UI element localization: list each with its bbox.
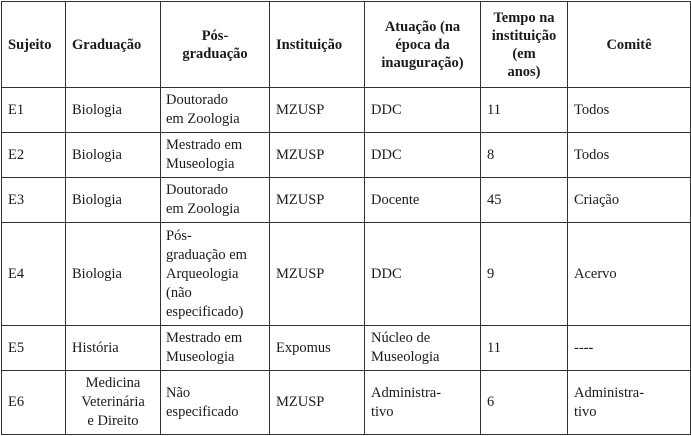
cell-atuacao: DDC [365, 88, 481, 133]
header-sujeito: Sujeito [2, 2, 66, 88]
cell-instituicao: Expomus [270, 326, 365, 371]
cell-graduacao: Medicina Veterinária e Direito [66, 371, 161, 435]
cell-instituicao: MZUSP [270, 178, 365, 223]
cell-sujeito: E5 [2, 326, 66, 371]
cell-atuacao: Docente [365, 178, 481, 223]
cell-graduacao: Biologia [66, 88, 161, 133]
cell-comite: Criação [568, 178, 691, 223]
header-atuacao: Atuação (na época da inauguração) [365, 2, 481, 88]
cell-pos-graduacao: Não especificado [161, 371, 270, 435]
cell-pos-graduacao: Doutorado em Zoologia [161, 88, 270, 133]
cell-comite: ---- [568, 326, 691, 371]
header-graduacao: Graduação [66, 2, 161, 88]
cell-tempo: 6 [481, 371, 568, 435]
subjects-table [1, 1, 691, 435]
cell-comite: Todos [568, 88, 691, 133]
cell-tempo: 45 [481, 178, 568, 223]
table-row [2, 88, 691, 133]
table-row [2, 326, 691, 371]
cell-instituicao: MZUSP [270, 371, 365, 435]
cell-sujeito: E2 [2, 133, 66, 178]
cell-sujeito: E3 [2, 178, 66, 223]
cell-atuacao: DDC [365, 223, 481, 326]
cell-graduacao: Biologia [66, 223, 161, 326]
table-row [2, 133, 691, 178]
table-row [2, 178, 691, 223]
header-row [2, 2, 691, 88]
cell-graduacao: Biologia [66, 133, 161, 178]
cell-atuacao: Administra- tivo [365, 371, 481, 435]
header-instituicao: Instituição [270, 2, 365, 88]
cell-pos-graduacao: Doutorado em Zoologia [161, 178, 270, 223]
cell-tempo: 11 [481, 88, 568, 133]
cell-tempo: 9 [481, 223, 568, 326]
header-pos-graduacao: Pós- graduação [161, 2, 270, 88]
cell-instituicao: MZUSP [270, 223, 365, 326]
cell-comite: Todos [568, 133, 691, 178]
cell-sujeito: E4 [2, 223, 66, 326]
cell-tempo: 11 [481, 326, 568, 371]
cell-comite: Administra- tivo [568, 371, 691, 435]
cell-graduacao: História [66, 326, 161, 371]
table-row [2, 223, 691, 326]
cell-graduacao: Biologia [66, 178, 161, 223]
cell-atuacao: DDC [365, 133, 481, 178]
cell-sujeito: E1 [2, 88, 66, 133]
cell-atuacao: Núcleo de Museologia [365, 326, 481, 371]
cell-instituicao: MZUSP [270, 88, 365, 133]
cell-pos-graduacao: Mestrado em Museologia [161, 133, 270, 178]
header-comite: Comitê [568, 2, 691, 88]
cell-comite: Acervo [568, 223, 691, 326]
cell-tempo: 8 [481, 133, 568, 178]
cell-instituicao: MZUSP [270, 133, 365, 178]
cell-pos-graduacao: Pós- graduação em Arqueologia (não especificado) [161, 223, 270, 326]
table-row [2, 371, 691, 435]
cell-pos-graduacao: Mestrado em Museologia [161, 326, 270, 371]
header-tempo: Tempo na instituição (em anos) [481, 2, 568, 88]
cell-sujeito: E6 [2, 371, 66, 435]
